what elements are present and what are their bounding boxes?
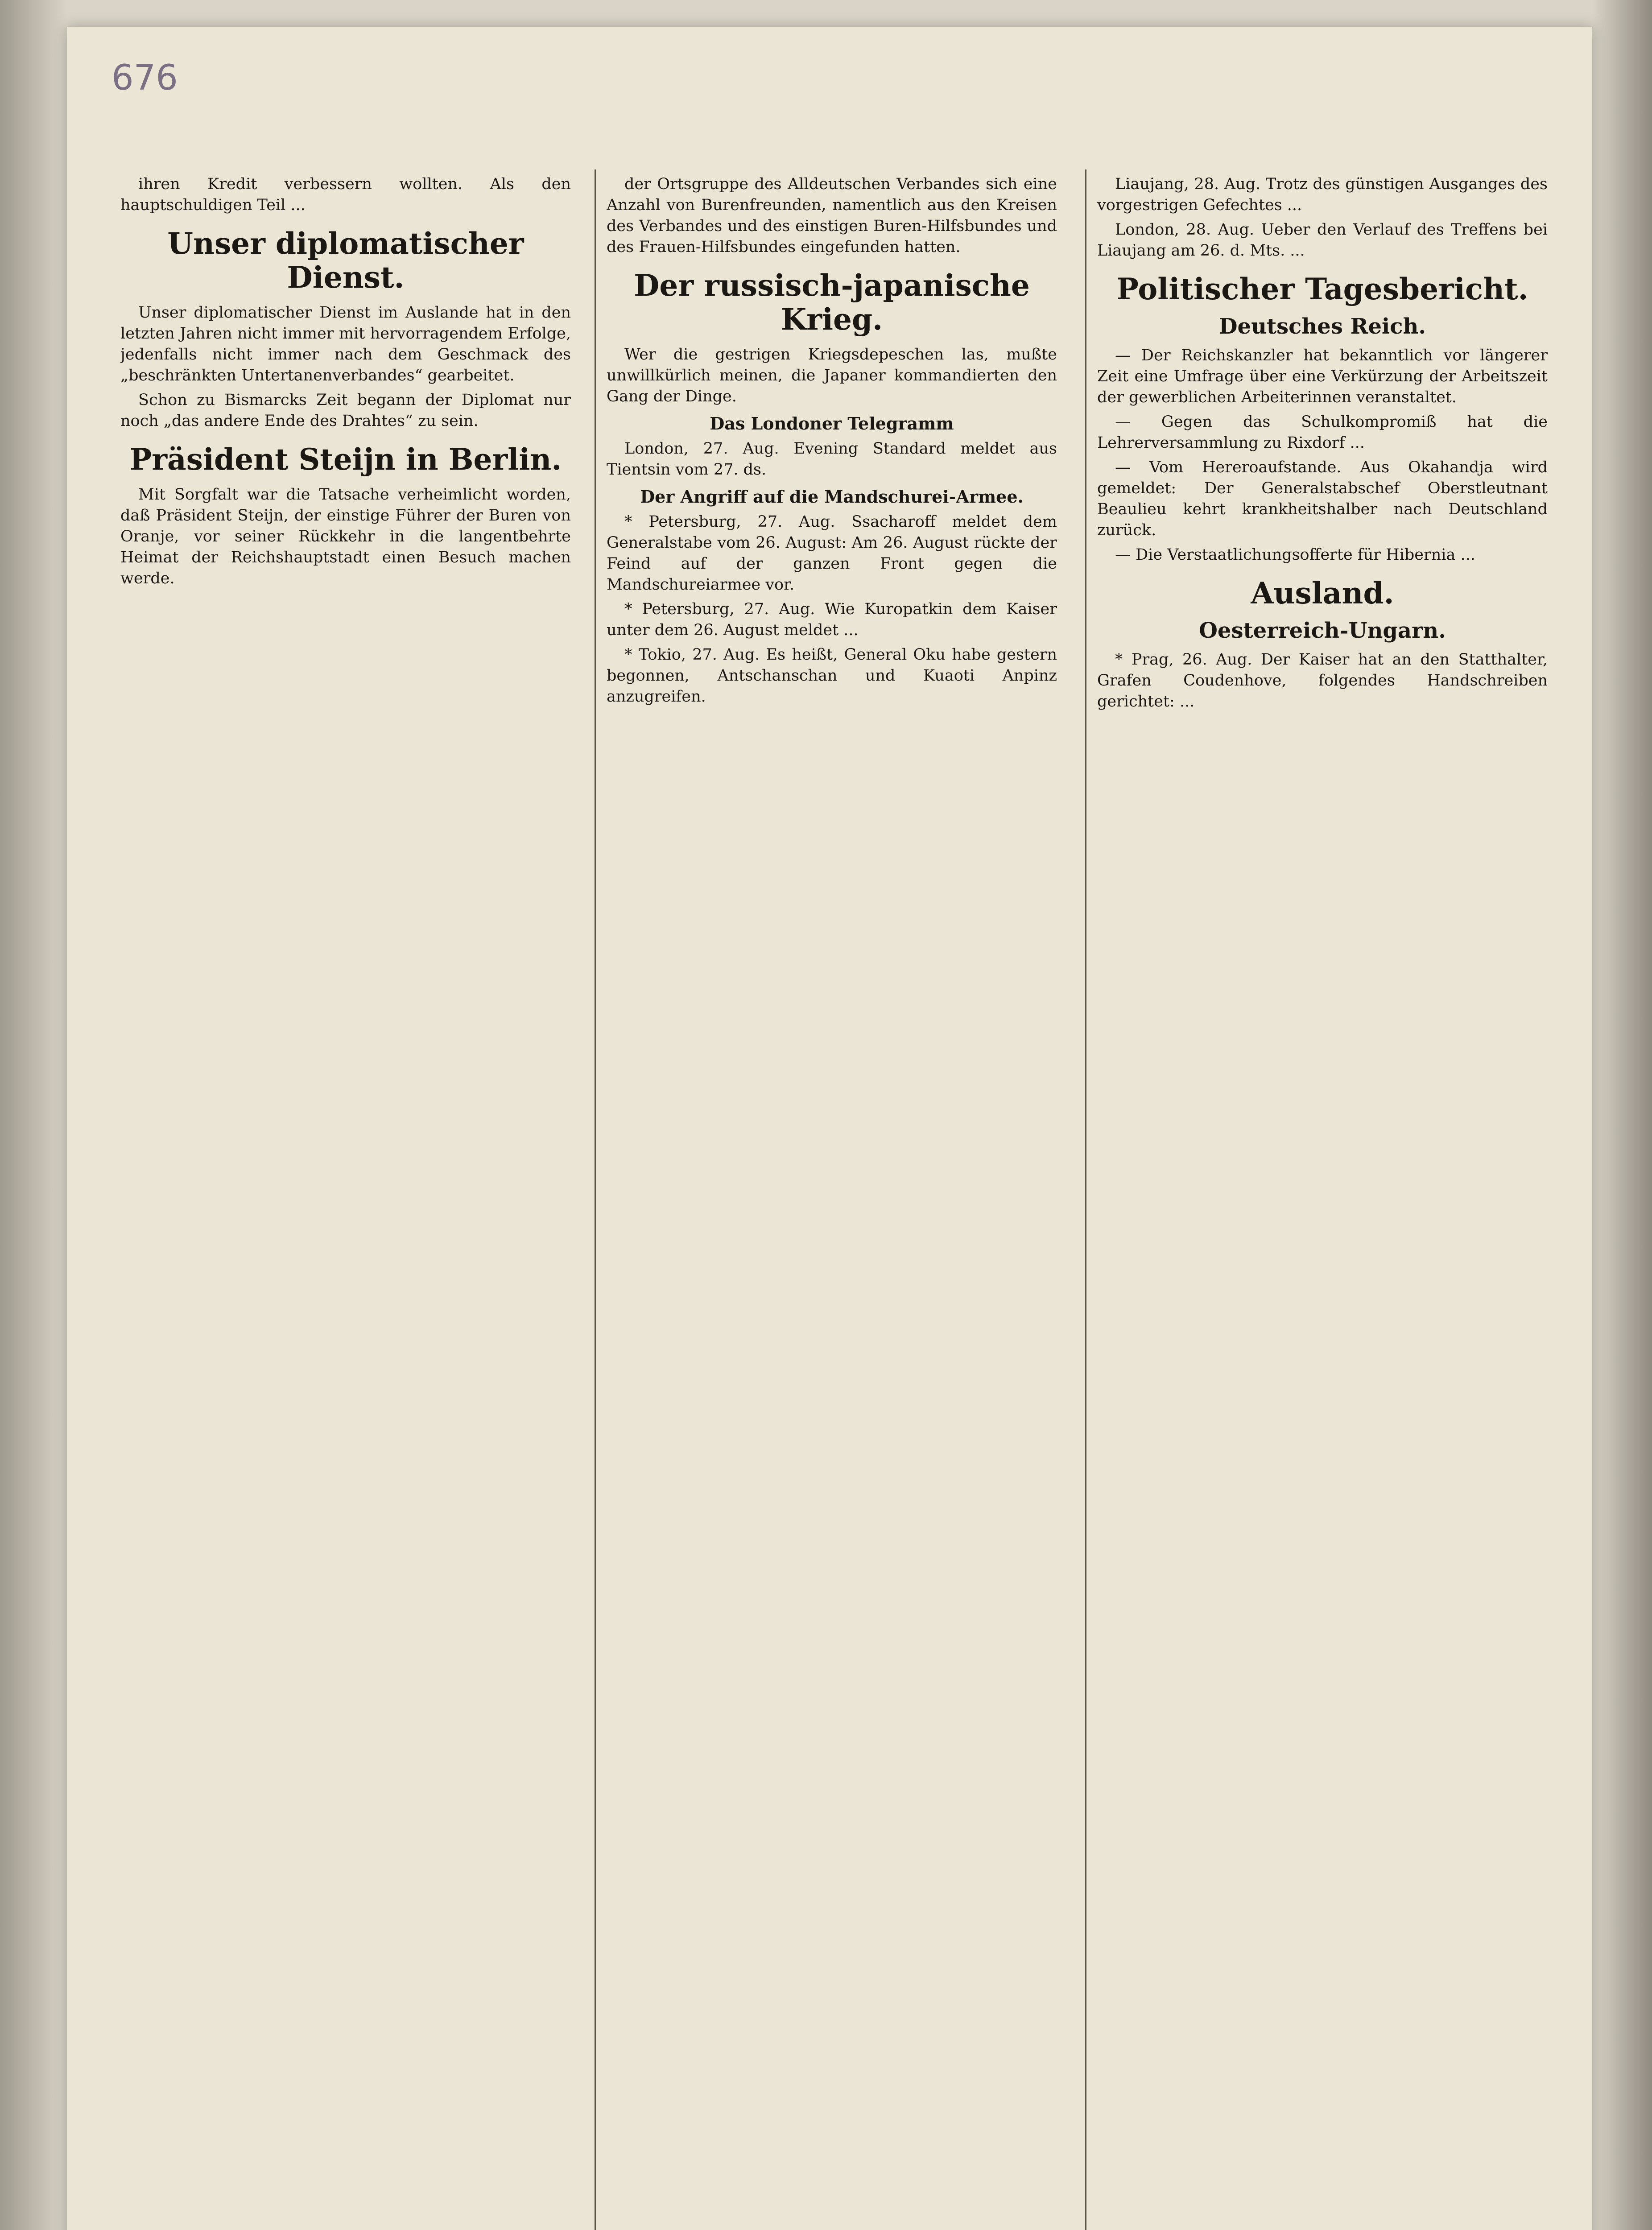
column-1	[120, 174, 571, 2230]
column-2	[607, 174, 1057, 2230]
section-heading: Unser diplomatischer Dienst.	[167, 226, 524, 295]
article-paragraph: Schon zu Bismarcks Zeit begann der Diplomat nur noch „das andere Ende des Drahtes“ zu sein.	[120, 391, 571, 430]
newspaper-page	[67, 27, 1592, 2230]
article-paragraph: der Ortsgruppe des Alldeutschen Verbandes sich eine Anzahl von Burenfreunden, namentlich aus den Kreisen des Verbandes und des einstigen Buren-Hilfsbundes und des Frauen-Hilfsbundes eingefunden hatten.	[607, 175, 1057, 256]
article-paragraph: — Gegen das Schulkompromiß hat die Lehrerversammlung zu Rixdorf ...	[1097, 413, 1548, 452]
article-paragraph: — Vom Hereroaufstande. Aus Okahandja wird gemeldet: Der Generalstabschef Oberstleutnant Beaulieu kehrt krankheitshalber nach Deutschland zurück.	[1097, 458, 1548, 539]
scan-left-margin	[0, 0, 67, 2230]
article-paragraph: * Tokio, 27. Aug. Es heißt, General Oku habe gestern begonnen, Antschanschan und Kuaoti Anpinz anzugreifen.	[607, 646, 1057, 706]
column-rule	[1085, 169, 1086, 2230]
article-paragraph: Unser diplomatischer Dienst im Auslande hat in den letzten Jahren nicht immer mit hervorragendem Erfolge, jedenfalls nicht immer nach dem Geschmack des „beschränkten Untertanenverbandes“ gearbeitet.	[120, 304, 571, 384]
section-heading: Präsident Steijn in Berlin.	[129, 442, 562, 477]
column-rule	[595, 169, 596, 2230]
page-number: 676	[112, 58, 178, 98]
article-paragraph: — Die Verstaatlichungsofferte für Hibernia ...	[1115, 546, 1475, 564]
article-paragraph: — Der Reichskanzler hat bekanntlich vor längerer Zeit eine Umfrage über eine Verkürzung der Arbeitszeit der gewerblichen Arbeiterinnen veranstaltet.	[1097, 347, 1548, 406]
article-paragraph: * Petersburg, 27. Aug. Ssacharoff meldet dem Generalstabe vom 26. August: Am 26. August rückte der Feind auf der ganzen Front gegen die Mandschureiarmee vor.	[607, 513, 1057, 594]
section-heading: Politischer Tagesbericht.	[1116, 272, 1528, 306]
item-heading: Der Angriff auf die Mandschurei-Armee.	[640, 487, 1024, 507]
subsection-heading: Oesterreich-Ungarn.	[1199, 618, 1446, 643]
article-paragraph: London, 27. Aug. Evening Standard meldet aus Tientsin vom 27. ds.	[607, 440, 1057, 479]
article-paragraph: Wer die gestrigen Kriegsdepeschen las, mußte unwillkürlich meinen, die Japaner kommandierten den Gang der Dinge.	[607, 346, 1057, 405]
item-heading: Das Londoner Telegramm	[710, 413, 954, 434]
article-paragraph: * Prag, 26. Aug. Der Kaiser hat an den Statthalter, Grafen Coudenhove, folgendes Handschreiben gerichtet: ...	[1097, 651, 1548, 710]
scan-right-margin	[1592, 0, 1652, 2230]
column-3	[1097, 174, 1548, 2230]
section-heading: Ausland.	[1251, 576, 1394, 611]
article-paragraph: * Petersburg, 27. Aug. Wie Kuropatkin dem Kaiser unter dem 26. August meldet ...	[607, 600, 1057, 639]
section-heading: Der russisch-japanische Krieg.	[634, 268, 1030, 337]
article-paragraph: London, 28. Aug. Ueber den Verlauf des Treffens bei Liaujang am 26. d. Mts. ...	[1097, 221, 1548, 260]
article-paragraph: Liaujang, 28. Aug. Trotz des günstigen Ausganges des vorgestrigen Gefechtes ...	[1097, 175, 1548, 214]
subsection-heading: Deutsches Reich.	[1218, 314, 1426, 339]
article-paragraph: ihren Kredit verbessern wollten. Als den hauptschuldigen Teil ...	[120, 175, 571, 214]
article-paragraph: Mit Sorgfalt war die Tatsache verheimlicht worden, daß Präsident Steijn, der einstige Führer der Buren von Oranje, vor seiner Rückkehr in die langentbehrte Heimat der Reichshauptstadt einen Besuch machen werde.	[120, 486, 571, 587]
